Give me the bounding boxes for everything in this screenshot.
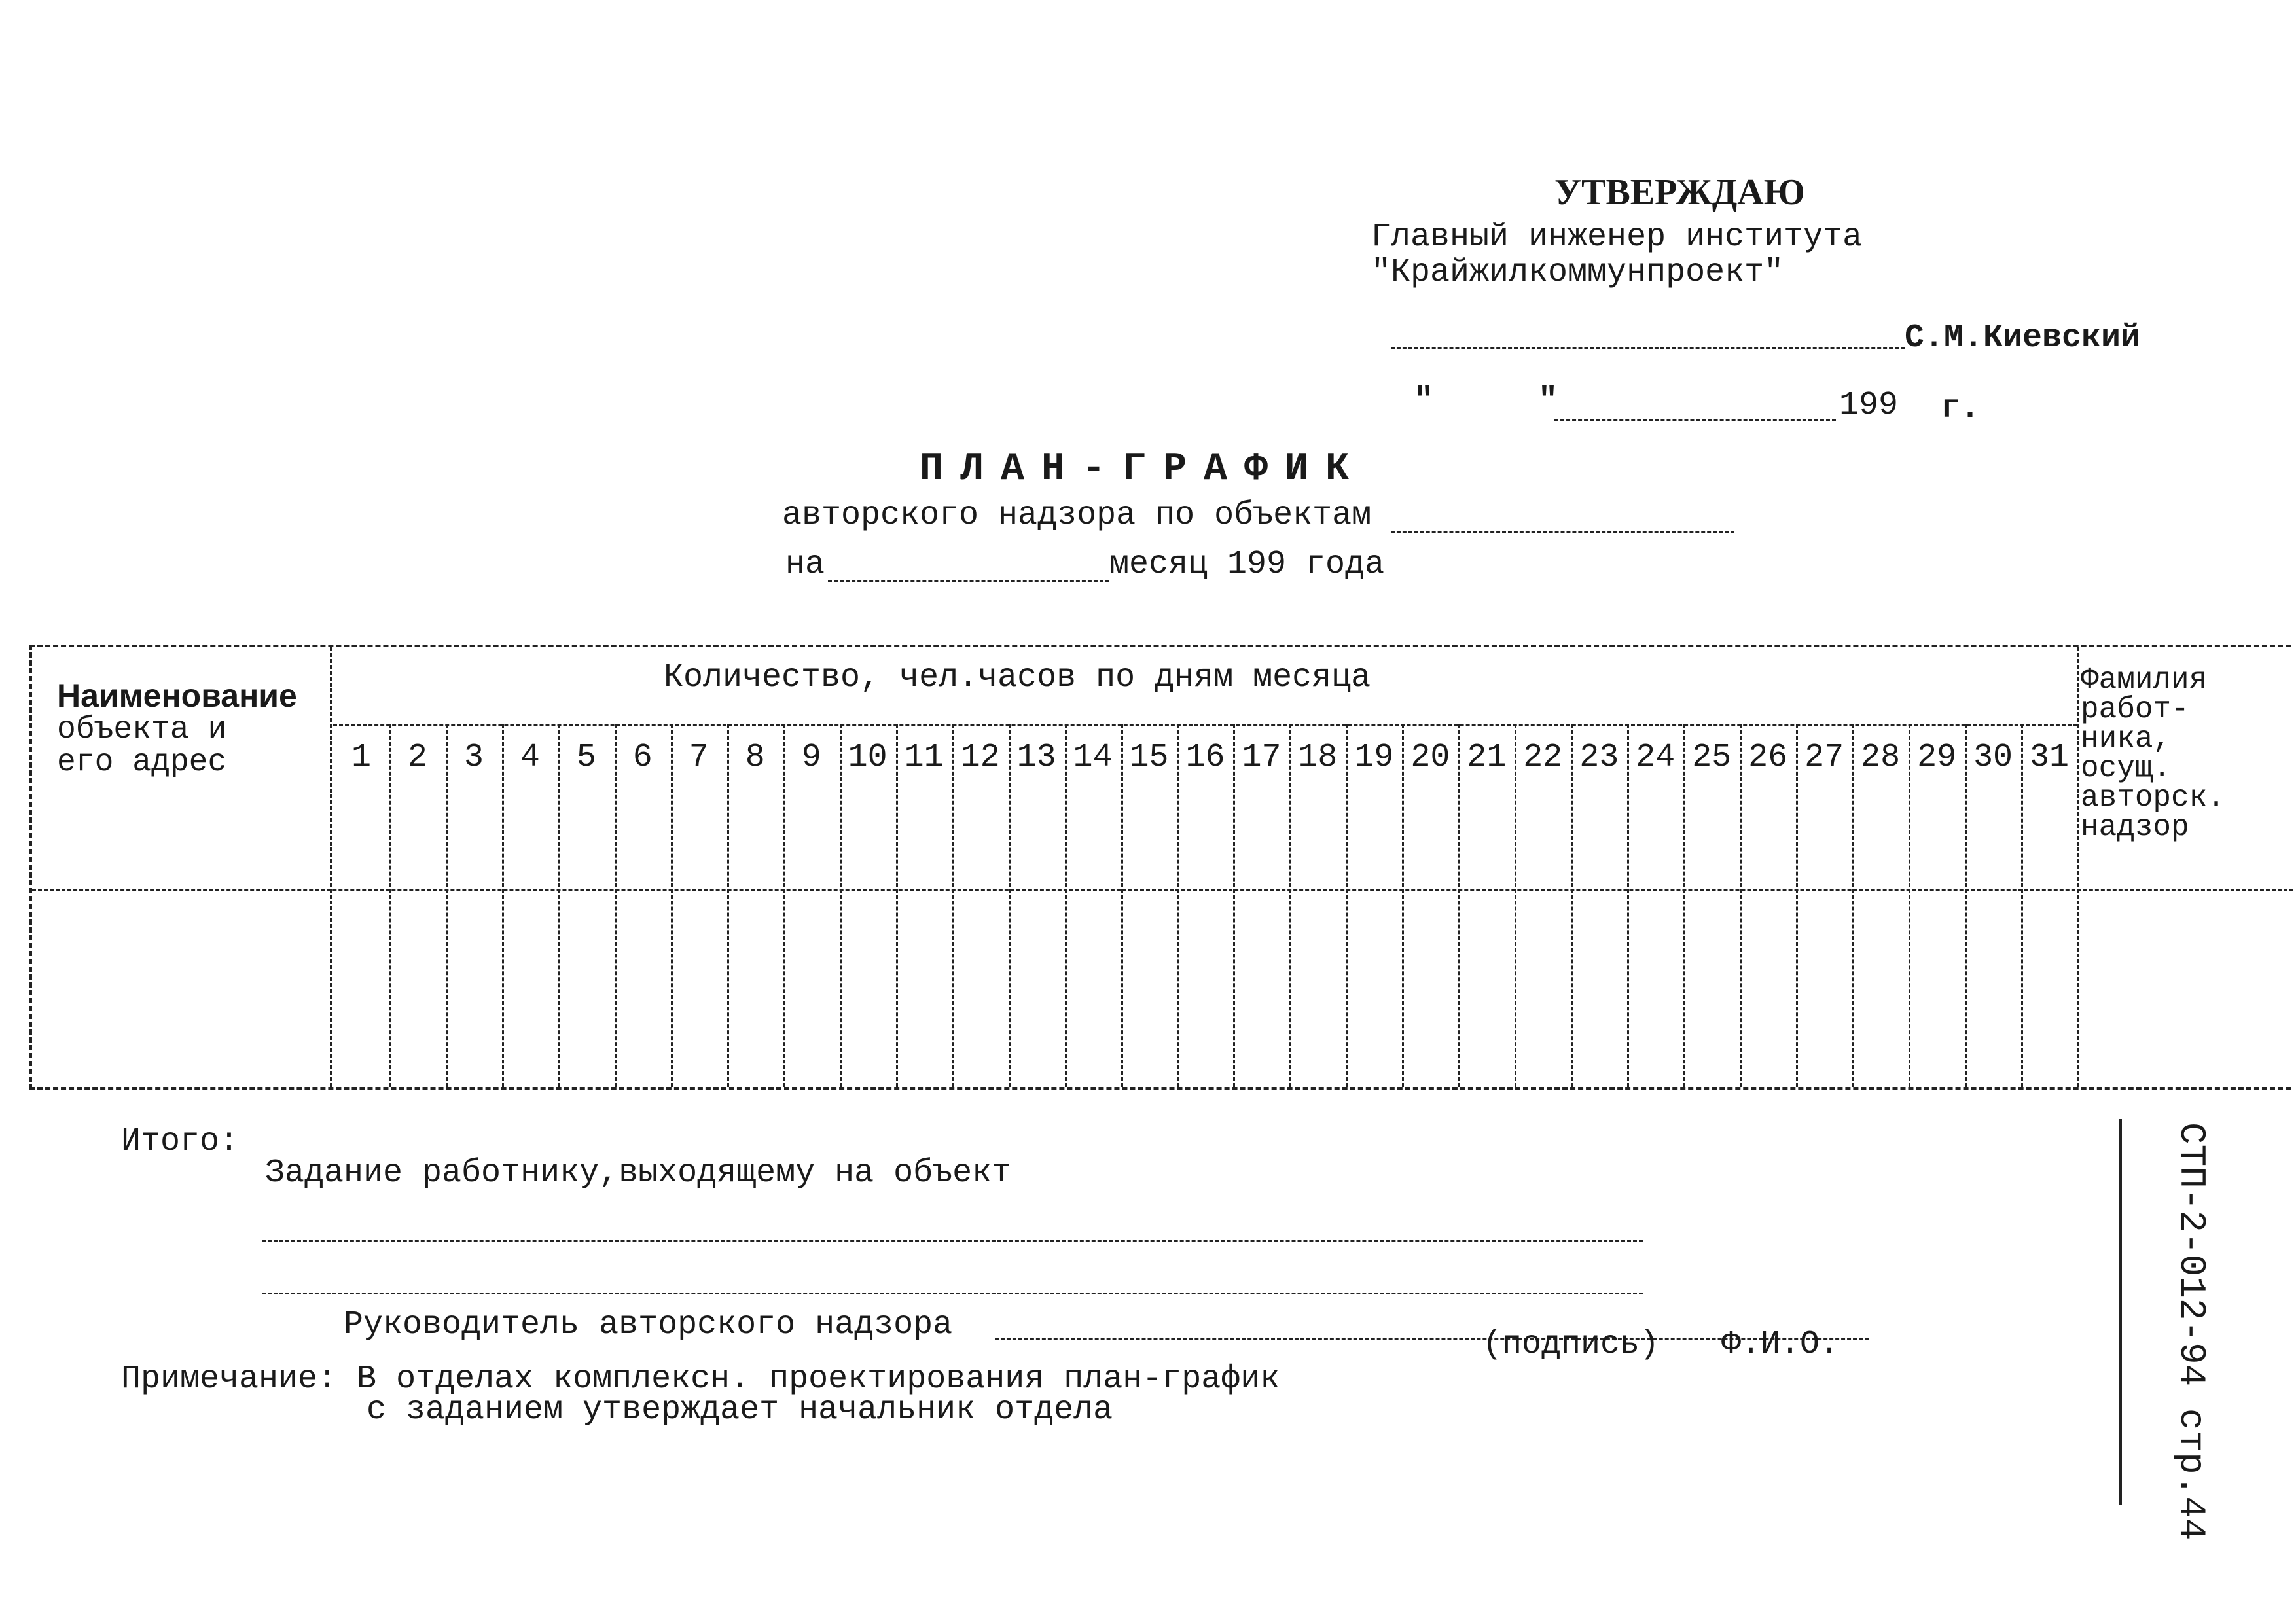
day-column-header: 23 — [1579, 739, 1619, 776]
supervisor-label: Руководитель авторского надзора — [344, 1306, 953, 1344]
day-column-divider — [727, 724, 729, 1087]
day-column-divider — [671, 724, 673, 1087]
day-column-divider — [1909, 724, 1910, 1087]
date-quote-close: " — [1538, 382, 1558, 419]
day-column-header: 19 — [1354, 739, 1394, 776]
document-code: СТП-2-012-94 стр.44 — [2170, 1122, 2212, 1541]
day-column-divider — [1458, 724, 1460, 1087]
day-column-divider — [1683, 724, 1685, 1087]
day-column-header: 15 — [1129, 739, 1169, 776]
day-column-divider — [1346, 724, 1348, 1087]
day-column-divider — [502, 724, 504, 1087]
day-column-divider — [1740, 724, 1742, 1087]
day-column-divider — [896, 724, 898, 1087]
day-column-header: 12 — [960, 739, 1000, 776]
day-column-divider — [446, 724, 448, 1087]
day-column-header: 6 — [632, 739, 653, 776]
day-column-header: 3 — [463, 739, 484, 776]
task-blank-line-2 — [262, 1293, 1643, 1294]
month-blank-line — [828, 580, 1109, 582]
subtitle-month-prefix: на — [785, 546, 825, 583]
day-column-divider — [1852, 724, 1854, 1087]
approval-title: УТВЕРЖДАЮ — [1554, 172, 1805, 213]
day-column-header: 4 — [520, 739, 540, 776]
day-column-header: 9 — [801, 739, 821, 776]
day-column-header: 22 — [1523, 739, 1563, 776]
day-column-header: 16 — [1185, 739, 1225, 776]
approval-signature-line — [1391, 347, 1905, 349]
day-column-header: 17 — [1242, 739, 1282, 776]
day-column-divider — [1121, 724, 1123, 1087]
approver-name: С.М.Киевский — [1905, 319, 2141, 357]
col-header-worker-name: Фамилия работ- ника, осущ. авторск. надзор — [2081, 663, 2225, 845]
approver-position: Главный инженер института — [1371, 219, 1863, 256]
day-column-divider — [840, 724, 842, 1087]
side-stamp-bar — [2119, 1119, 2122, 1505]
day-column-header: 7 — [689, 739, 709, 776]
day-column-header: 28 — [1861, 739, 1901, 776]
document-subtitle-objects: авторского надзора по объектам — [782, 497, 1372, 534]
day-column-divider — [1571, 724, 1573, 1087]
day-column-header: 5 — [576, 739, 596, 776]
note-line-2: с заданием утверждает начальник отдела — [367, 1391, 1113, 1429]
note-line-1: Примечание: В отделах комплексн. проектирования план-график — [121, 1361, 1280, 1398]
day-column-header: 26 — [1748, 739, 1788, 776]
day-column-header: 1 — [351, 739, 371, 776]
day-column-header: 27 — [1804, 739, 1844, 776]
day-column-divider — [1965, 724, 1967, 1087]
approval-date-suffix: г. — [1941, 390, 1981, 427]
day-column-header: 8 — [745, 739, 765, 776]
col-header-hours-by-day: Количество, чел.часов по дням месяца — [664, 659, 1371, 696]
document-title: ПЛАН-ГРАФИК — [920, 447, 1367, 491]
name-column-divider — [330, 647, 332, 1087]
day-column-header: 2 — [407, 739, 427, 776]
day-column-header: 21 — [1467, 739, 1507, 776]
day-column-divider — [1515, 724, 1516, 1087]
day-column-divider — [558, 724, 560, 1087]
day-column-divider — [783, 724, 785, 1087]
signature-caption: (подпись) — [1482, 1326, 1660, 1363]
fio-caption: Ф.И.О. — [1721, 1326, 1840, 1363]
day-column-header: 29 — [1917, 739, 1957, 776]
subtitle-month-suffix: месяц 199 года — [1109, 546, 1385, 583]
objects-blank-line — [1391, 531, 1734, 533]
day-column-divider — [952, 724, 954, 1087]
day-column-header: 25 — [1692, 739, 1732, 776]
task-blank-line-1 — [262, 1240, 1643, 1242]
task-label: Задание работнику,выходящему на объект — [265, 1154, 1012, 1192]
day-column-header: 11 — [904, 739, 944, 776]
day-column-header: 20 — [1410, 739, 1450, 776]
day-column-divider — [1065, 724, 1067, 1087]
day-column-header: 24 — [1636, 739, 1676, 776]
day-column-divider — [389, 724, 391, 1087]
day-column-header: 13 — [1016, 739, 1056, 776]
day-column-divider — [1627, 724, 1629, 1087]
plan-schedule-table — [29, 645, 2291, 1090]
day-column-header: 14 — [1073, 739, 1113, 776]
approval-date-line — [1554, 419, 1836, 421]
day-column-divider — [1796, 724, 1798, 1087]
days-header-divider — [333, 724, 2077, 726]
total-label: Итого: — [121, 1123, 240, 1160]
approval-date-year: 199 — [1839, 387, 1899, 424]
day-column-header: 18 — [1298, 739, 1338, 776]
worker-column-divider — [2077, 647, 2079, 1087]
day-column-header: 10 — [848, 739, 888, 776]
day-column-divider — [1289, 724, 1291, 1087]
header-row-divider — [32, 889, 2293, 891]
day-column-divider — [615, 724, 617, 1087]
day-column-divider — [1402, 724, 1404, 1087]
day-column-divider — [1177, 724, 1179, 1087]
day-column-divider — [2021, 724, 2023, 1087]
date-quote-open: " — [1414, 382, 1434, 419]
organization-name: "Крайжилкоммунпроект" — [1371, 254, 1784, 291]
day-column-divider — [1233, 724, 1235, 1087]
col-header-object-name: Наименование объекта и его адрес — [57, 677, 297, 780]
day-column-header: 30 — [1973, 739, 2013, 776]
day-column-divider — [1009, 724, 1011, 1087]
day-column-header: 31 — [2030, 739, 2070, 776]
